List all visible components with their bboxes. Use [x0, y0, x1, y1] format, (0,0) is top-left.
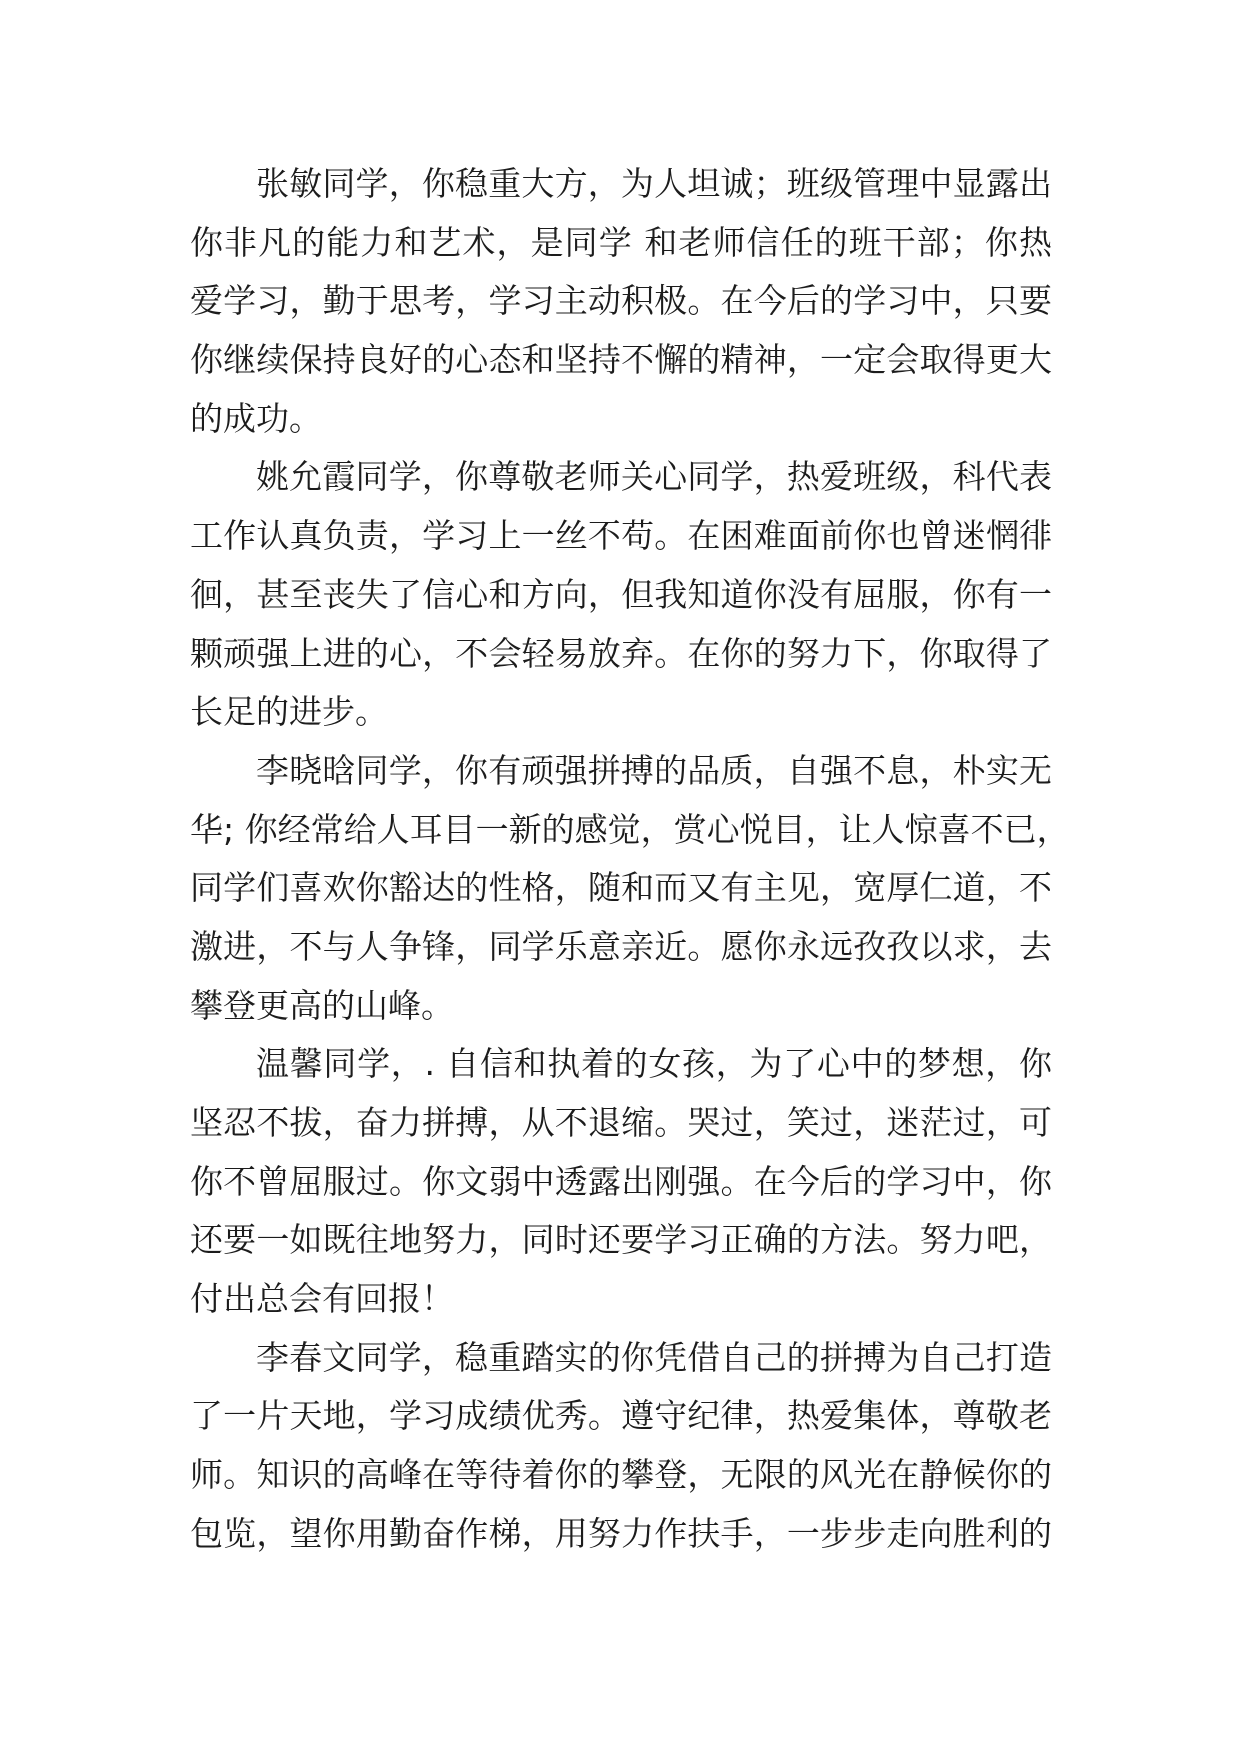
text-line: 的成功。 [190, 398, 322, 438]
paragraph-wen-xin [190, 1035, 1052, 1328]
paragraph-li-xiaohan [190, 742, 1070, 1035]
paragraph-li-chunwen [190, 1329, 1052, 1564]
text-line: 张敏同学，你稳重大方，为人坦诚；班级管理中显露出 [256, 164, 1052, 203]
text-line: 徊，甚至丧失了信心和方向，但我知道你没有屈服，你有一 [190, 574, 1052, 614]
text-line: 坚忍不拔，奋力拼搏，从不退缩。哭过，笑过，迷茫过，可 [190, 1103, 1052, 1142]
text-line: 你非凡的能力和艺术，是同学 和老师信任的班干部；你热 [190, 222, 1052, 262]
text-line: 激进，不与人争锋，同学乐意亲近。愿你永远孜孜以求，去 [190, 926, 1052, 966]
text-line: 同学们喜欢你豁达的性格，随和而又有主见，宽厚仁道，不 [190, 868, 1052, 908]
text-line: 姚允霞同学，你尊敬老师关心同学，热爱班级，科代表 [256, 457, 1052, 497]
text-line: 付出总会有回报！ [190, 1279, 454, 1319]
paragraph-zhang-min [190, 155, 1052, 448]
text-line: 温馨同学，. 自信和执着的女孩，为了心中的梦想，你 [256, 1044, 1052, 1084]
text-line: 你不曾屈服过。你文弱中透露出刚强。在今后的学习中，你 [190, 1161, 1052, 1201]
text-line: 李晓晗同学，你有顽强拼搏的品质，自强不息，朴实无 [256, 750, 1052, 790]
text-line: 师。知识的高峰在等待着你的攀登，无限的风光在静候你的 [190, 1455, 1052, 1495]
text-line: 了一片天地，学习成绩优秀。遵守纪律，热爱集体，尊敬老 [190, 1396, 1052, 1436]
paragraph-yao-yunxia [190, 448, 1052, 741]
text-line: 长足的进步。 [190, 692, 388, 732]
text-line: 你继续保持良好的心态和坚持不懈的精神，一定会取得更大 [190, 340, 1052, 380]
text-line: 攀登更高的山峰。 [190, 985, 454, 1025]
text-line: 包览，望你用勤奋作梯，用努力作扶手，一步步走向胜利的 [190, 1513, 1052, 1553]
text-line: 工作认真负责，学习上一丝不苟。在困难面前你也曾迷惘徘 [190, 516, 1052, 556]
text-line: 颗顽强上进的心，不会轻易放弃。在你的努力下，你取得了 [190, 633, 1052, 673]
text-line: 李春文同学，稳重踏实的你凭借自己的拼搏为自己打造 [256, 1337, 1052, 1377]
document-body [190, 155, 1070, 1564]
text-line: 还要一如既往地努力，同时还要学习正确的方法。努力吧， [190, 1220, 1052, 1260]
text-line: 爱学习，勤于思考，学习主动积极。在今后的学习中，只要 [190, 281, 1052, 321]
text-line: 华; 你经常给人耳目一新的感觉，赏心悦目，让人惊喜不已， [190, 809, 1070, 849]
